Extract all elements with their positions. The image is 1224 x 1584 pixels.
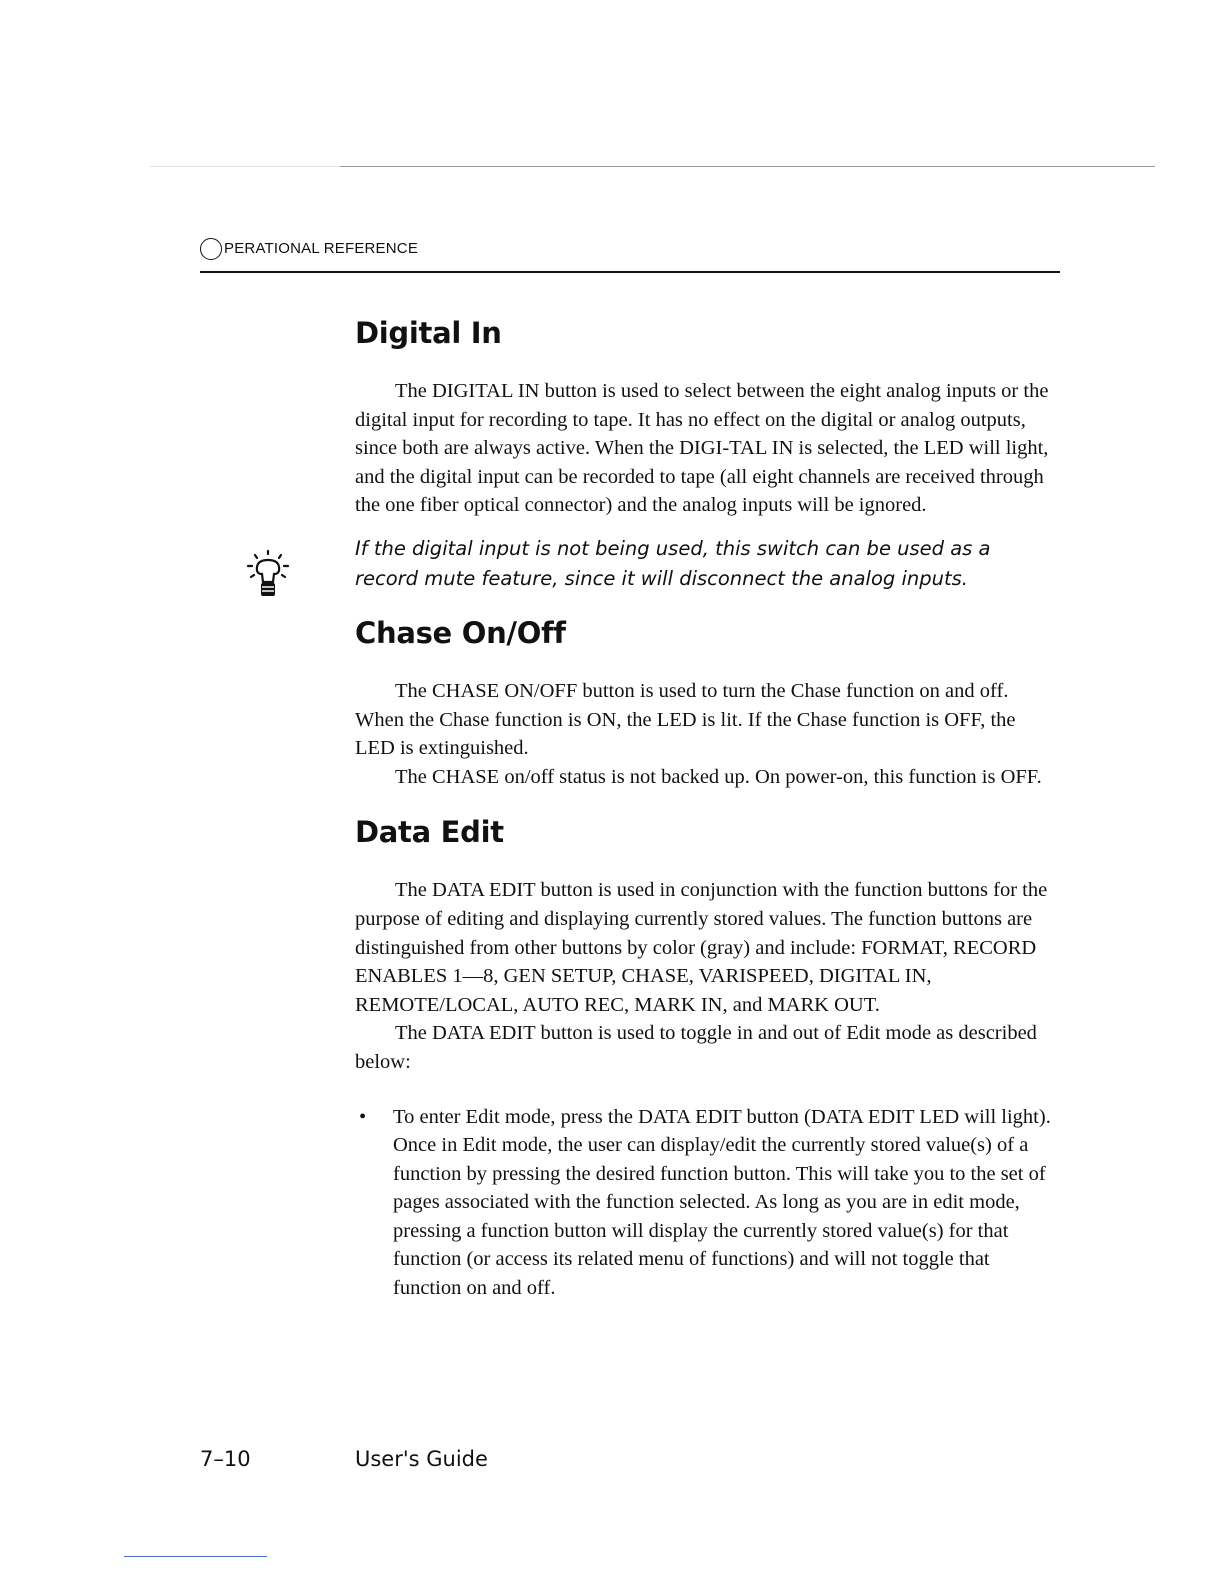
page-number: 7–10: [200, 1447, 251, 1471]
paragraph-data-edit-2: The DATA EDIT button is used to toggle in and out of Edit mode as described below:: [355, 1022, 1037, 1073]
bullet-list: [355, 1103, 1055, 1303]
bullet-marker: •: [359, 1105, 367, 1128]
list-item: [355, 1103, 1055, 1303]
lightbulb-icon: [244, 548, 292, 614]
footer-guide-title: User's Guide: [355, 1447, 488, 1471]
paragraph-data-edit-1: The DATA EDIT button is used in conjunction with the function buttons for the purpose of editing and displaying currently stored values. The function buttons are distinguished from other buttons by color (gray) and include: FORMAT, RECORD ENABLES 1—8, GEN SETUP, CHASE, VARISPEED, DIGITAL IN, REMOTE/LOCAL, AUTO REC, MARK IN, and MARK OUT.: [355, 879, 1048, 1016]
bottom-rule: [124, 1556, 267, 1557]
page-content: [355, 316, 1055, 1303]
top-rule-faint: [150, 166, 340, 167]
header-rule: [200, 271, 1060, 273]
header-title: PERATIONAL REFERENCE: [224, 240, 419, 257]
heading-data-edit: Data Edit: [355, 815, 504, 850]
top-rule: [340, 166, 1155, 167]
running-header: [200, 238, 418, 260]
heading-chase: Chase On/Off: [355, 615, 566, 650]
list-item-text: To enter Edit mode, press the DATA EDIT button (DATA EDIT LED will light). Once in Edit mode, the user can display/edit the currently stored value(s) of a function by pressing the desired function button. This will take you to the set of pages associated with the function selected. As long as you are in edit mode, pressing a function button will display the currently stored value(s) for that function (or access its related menu of functions) and will not toggle that function on and off.: [393, 1105, 1051, 1300]
paragraph-chase-2: The CHASE on/off status is not backed up. On power-on, this function is OFF.: [395, 765, 1042, 788]
heading-digital-in: Digital In: [355, 316, 502, 350]
header-initial-circle: [200, 238, 222, 260]
tip-note: If the digital input is not being used, this switch can be used as a record mute feature, since it will disconnect the analog inputs.: [355, 536, 991, 590]
paragraph-chase-1: The CHASE ON/OFF button is used to turn the Chase function on and off. When the Chase function is ON, the LED is lit. If the Chase function is OFF, the LED is extinguished.: [355, 679, 1016, 760]
paragraph-digital-in: The DIGITAL IN button is used to select between the eight analog inputs or the digital input for recording to tape. It has no effect on the digital or analog outputs, since both are always active. When the DIGI-TAL IN is selected, the LED will light, and the digital input can be recorded to tape (all eight channels are received through the one fiber optical connector) and the analog inputs will be ignored.: [355, 380, 1049, 517]
